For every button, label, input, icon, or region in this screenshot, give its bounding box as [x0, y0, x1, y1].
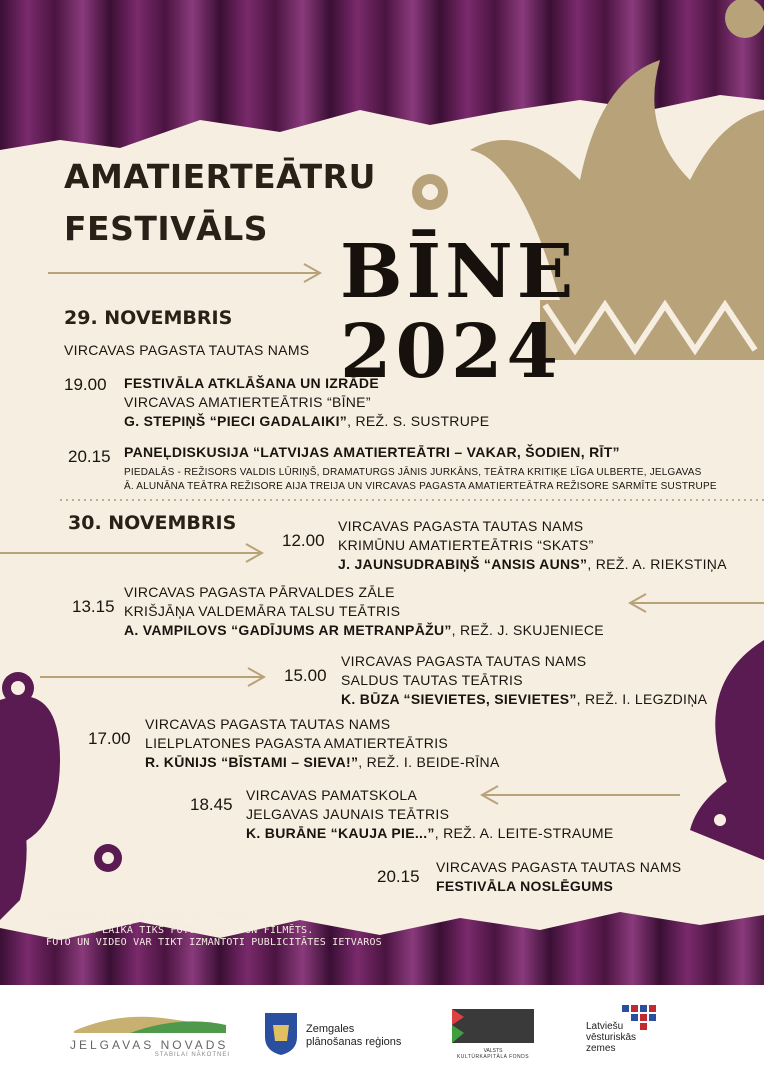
event-play: R. KŪNIJS “BĪSTAMI – SIEVA!”: [145, 754, 359, 770]
jelgava-hills-icon: [70, 1009, 230, 1033]
vkkf-line2: KULTŪRKAPITĀLA FONDS: [456, 1054, 530, 1060]
free-entry-note: IEEJA UZ VISĀM IZRĀDĒM BEZ MAKSAS: [46, 910, 252, 921]
event-director: , REŽ. S. SUSTRUPE: [347, 413, 490, 429]
event-time: 15.00: [284, 666, 327, 685]
event-troupe: JELGAVAS JAUNAIS TEĀTRIS: [246, 806, 450, 822]
notes: [46, 910, 382, 949]
event-play: J. JAUNSUDRABIŅŠ “ANSIS AUNS”: [338, 556, 588, 572]
event-block: [246, 786, 614, 843]
title-line-1: AMATIERTEĀTRU: [64, 157, 376, 196]
zemgale-line2: plānošanas reģions: [306, 1036, 402, 1048]
event-play: A. VAMPILOVS “GADĪJUMS AR METRANPĀŽU”: [124, 622, 452, 638]
jelgava-name: JELGAVAS NOVADS: [70, 1038, 229, 1052]
zemgale-logo: [263, 1011, 299, 1060]
event-participants: Ā. ALUNĀNA TEĀTRA REŽISORE AIJA TREIJA UN VIRCAVAS PAGASTA AMATIERTEĀTRA REŽISORE SARMĪTE SUSTRUPE: [124, 481, 717, 492]
vkkf-mark-icon: [452, 1009, 534, 1043]
vkkf-logo: [452, 1009, 534, 1060]
lvz-line3: zemes: [586, 1043, 616, 1054]
vkkf-line1: VALSTS: [483, 1048, 503, 1054]
event-play: G. STEPIŅŠ “PIECI GADALAIKI”: [124, 413, 348, 429]
event-troupe: SALDUS TAUTAS TEĀTRIS: [341, 672, 523, 688]
event-venue: VIRCAVAS PAGASTA TAUTAS NAMS: [436, 859, 682, 875]
day1-venue: VIRCAVAS PAGASTA TAUTAS NAMS: [64, 342, 310, 358]
event-director: , REŽ. J. SKUJENIECE: [451, 622, 604, 638]
event-title: FESTIVĀLA ATKLĀŠANA UN IZRĀDE: [124, 375, 379, 391]
event-block: [145, 715, 500, 772]
event-block: [124, 374, 489, 431]
event-venue: VIRCAVAS PAGASTA TAUTAS NAMS: [338, 518, 584, 534]
event-title: FESTIVĀLA NOSLĒGUMS: [436, 878, 614, 894]
event-block: [124, 443, 717, 494]
event-play: K. BŪZA “SIEVIETES, SIEVIETES”: [341, 691, 577, 707]
publicity-note: FOTO UN VIDEO VAR TIKT IZMANTOTI PUBLICITĀTES IETVAROS: [46, 937, 382, 948]
event-time: 19.00: [64, 375, 107, 394]
filming-note: PASĀKUMA LAIKĀ TIKS FOTOGRAFĒTS UN FILMĒTS.: [46, 925, 314, 936]
lvz-line1: Latviešu: [586, 1021, 624, 1032]
event-block: [338, 517, 727, 574]
event-block: [341, 652, 707, 709]
event-venue: VIRCAVAS PAGASTA TAUTAS NAMS: [341, 653, 587, 669]
event-block: [124, 583, 604, 640]
event-time: 20.15: [68, 447, 111, 466]
footer-logos: [0, 985, 764, 1080]
zemgale-text: [306, 1023, 401, 1049]
event-time: 13.15: [72, 597, 115, 616]
event-time: 20.15: [377, 867, 420, 886]
brand-logo: BĪNE 2024: [340, 229, 578, 395]
event-troupe: LIELPLATONES PAGASTA AMATIERTEĀTRIS: [145, 735, 449, 751]
day2-date: 30. NOVEMBRIS: [68, 512, 237, 534]
event-time: 17.00: [88, 729, 131, 748]
day1-date: 29. NOVEMBRIS: [64, 307, 233, 329]
zemgale-line1: Zemgales: [306, 1023, 355, 1035]
event-venue: VIRCAVAS PAGASTA TAUTAS NAMS: [145, 716, 391, 732]
event-participants: PIEDALĀS - REŽISORS VALDIS LŪRIŅŠ, DRAMATURGS JĀNIS JURKĀNS, TEĀTRA KRITIĶE LĪGA ULBERTE, JELGAVAS: [124, 467, 702, 478]
coat-of-arms-icon: [263, 1011, 299, 1055]
lvz-line2: vēsturiskās: [586, 1032, 637, 1043]
event-director: , REŽ. A. LEITE-STRAUME: [434, 825, 614, 841]
event-venue: VIRCAVAS PAMATSKOLA: [246, 787, 418, 803]
jelgava-slogan: STABILAI NĀKOTNEI: [154, 1052, 230, 1058]
lvz-text: [586, 1021, 636, 1054]
jelgava-logo: [70, 1009, 230, 1061]
event-director: , REŽ. A. RIEKSTIŅA: [587, 556, 727, 572]
event-play: K. BURĀNE “KAUJA PIE...”: [246, 825, 435, 841]
event-troupe: VIRCAVAS AMATIERTEĀTRIS “BĪNE”: [124, 394, 371, 410]
event-venue: VIRCAVAS PAGASTA PĀRVALDES ZĀLE: [124, 584, 395, 600]
event-troupe: KRIMŪNU AMATIERTEĀTRIS “SKATS”: [338, 537, 594, 553]
event-time: 12.00: [282, 531, 325, 550]
event-time: 18.45: [190, 795, 233, 814]
event-director: , REŽ. I. BEIDE-RĪNA: [358, 754, 500, 770]
event-troupe: KRIŠJĀŅA VALDEMĀRA TALSU TEĀTRIS: [124, 603, 401, 619]
event-block: [436, 858, 681, 896]
title-line-2: FESTIVĀLS: [64, 209, 269, 248]
event-director: , REŽ. I. LEGZDIŅA: [576, 691, 708, 707]
event-title: PANEĻDISKUSIJA “LATVIJAS AMATIERTEĀTRI – VAKAR, ŠODIEN, RĪT”: [124, 444, 620, 460]
